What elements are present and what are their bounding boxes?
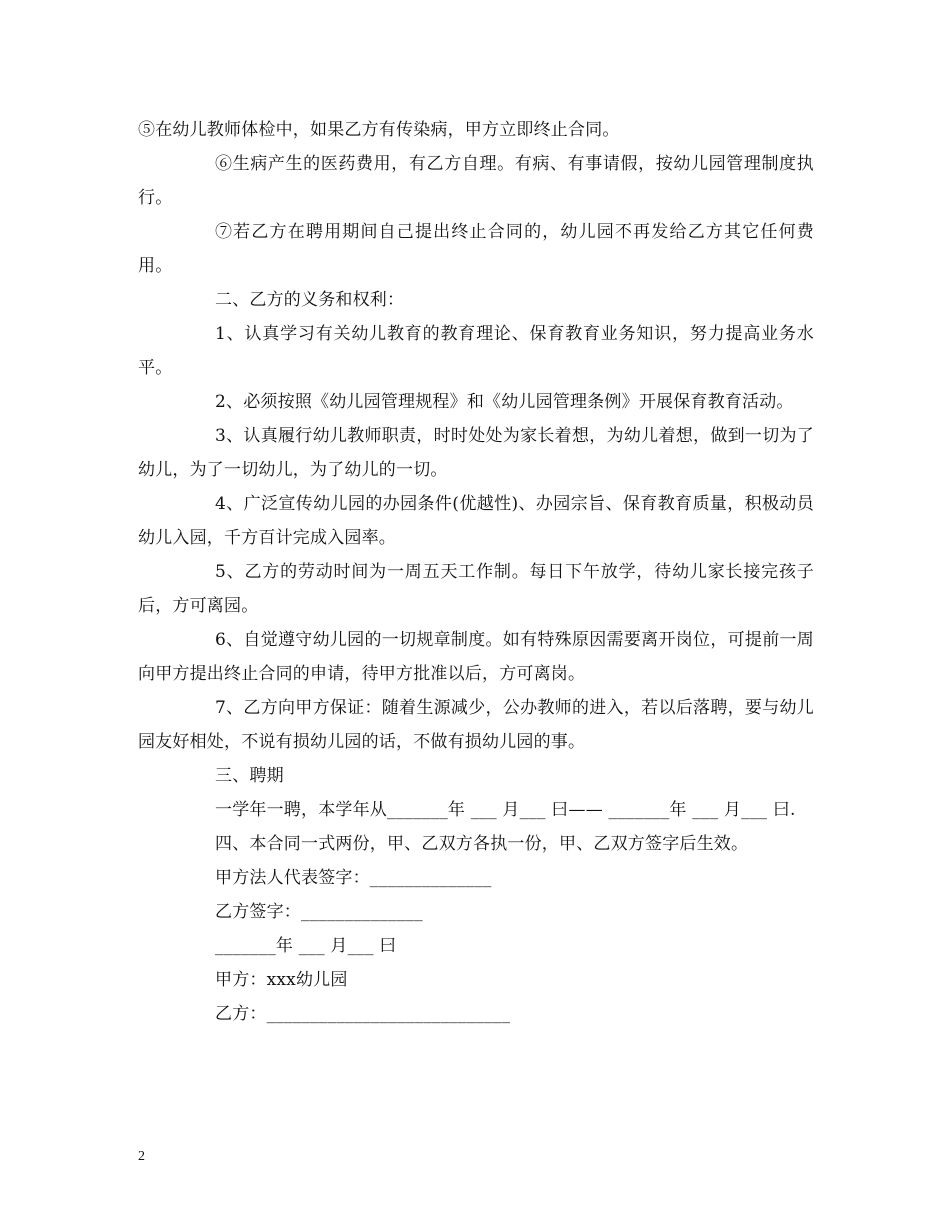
duty-item-6: 6、自觉遵守幼儿园的一切规章制度。如有特殊原因需要离开岗位，可提前一周向甲方提出终止合同的申请，待甲方批准以后，方可离岗。	[138, 630, 814, 684]
party-a-signature-line: 甲方法人代表签字：______________	[215, 868, 492, 888]
document-body	[138, 113, 814, 1031]
party-a-name: 甲方：xxx幼儿园	[215, 970, 348, 990]
page-number: 2	[138, 1149, 145, 1164]
duty-item-1: 1、认真学习有关幼儿教育的教育理论、保育教育业务知识，努力提高业务水平。	[138, 324, 814, 378]
duty-item-5: 5、乙方的劳动时间为一周五天工作制。每日下午放学，待幼儿家长接完孩子后，方可离园。	[138, 562, 814, 616]
date-line: _______年 ___ 月___ 曰	[215, 936, 397, 956]
term-period: 一学年一聘，本学年从_______年 ___ 月___ 曰—— _______年 ___ 月___ 曰.	[215, 800, 796, 820]
party-b-name: 乙方：____________________________	[215, 1004, 511, 1024]
paragraph-item-7: ⑦若乙方在聘用期间自己提出终止合同的，幼儿园不再发给乙方其它任何费用。	[138, 222, 814, 276]
paragraph-item-6: ⑥生病产生的医药费用，有乙方自理。有病、有事请假，按幼儿园管理制度执行。	[138, 154, 814, 208]
section-heading-4: 四、本合同一式两份，甲、乙双方各执一份，甲、乙双方签字后生效。	[215, 834, 749, 854]
party-b-signature-line: 乙方签字：______________	[215, 902, 423, 922]
section-heading-3: 三、聘期	[215, 766, 284, 786]
duty-item-7: 7、乙方向甲方保证：随着生源减少，公办教师的进入，若以后落聘，要与幼儿园友好相处，不说有损幼儿园的话，不做有损幼儿园的事。	[138, 698, 814, 752]
duty-item-4: 4、广泛宣传幼儿园的办园条件(优越性)、办园宗旨、保育教育质量，积极动员幼儿入园，千方百计完成入园率。	[138, 494, 814, 548]
duty-item-3: 3、认真履行幼儿教师职责，时时处处为家长着想，为幼儿着想，做到一切为了幼儿，为了一切幼儿，为了幼儿的一切。	[138, 426, 814, 480]
paragraph-item-5: ⑤在幼儿教师体检中，如果乙方有传染病，甲方立即终止合同。	[138, 120, 620, 140]
duty-item-2: 2、必须按照《幼儿园管理规程》和《幼儿园管理条例》开展保育教育活动。	[215, 392, 794, 412]
section-heading-2: 二、乙方的义务和权利：	[215, 290, 405, 310]
